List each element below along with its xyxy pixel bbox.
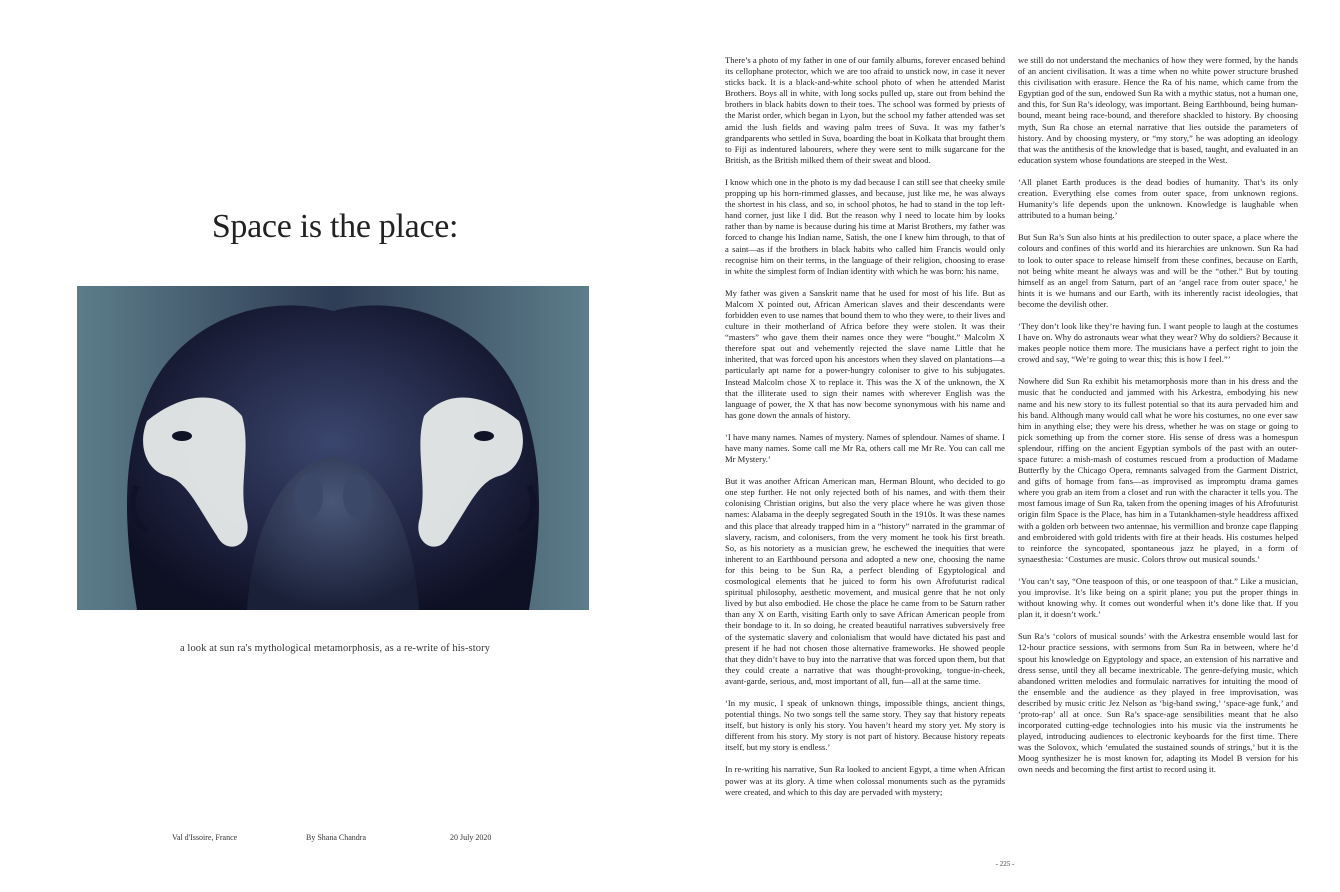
paragraph: But it was another African American man, Herman Blount, who decided to go one step further. He not only rejected both of his names, and with them their colonising Christian origins, but also the very place where he was given those names: Alabama in the deeply segregated South in the 1910s. It was these names and this place that already trapped him in a “history” narrated in the grammar of slavery, racism, and colonisers, from the very moment he took his first breath. So, as his notoriety as a musician grew, he eschewed the inequities that were inherent to an Earthbound persona and adopted a new one, choosing the name for this being to be Sun Ra, a perfect blending of Egyptological and cosmological elements that he juiced to form his own Afrofuturist radical spiritual philosophy, aesthetic movement, and musical genre that he not only lived by but also embodied. He chose the place he came from to be Saturn rather than any X on Earth, visiting Earth only to save African American people from their bondage to it. In so doing, he created beautiful narratives subversively free of the systematic slavery and colonialism that would have dictated his past and present if he had not chosen those alternative frameworks. He showed people that they didn’t have to buy into the narrative that was forced upon them, but that they could create a narrative that was thought-provoking, tongue-in-cheek, avant-garde, serious, and, most important of all, fun—all at the same time.	[725, 476, 1005, 686]
author-label: By Shana Chandra	[306, 833, 366, 842]
quote-paragraph: ‘In my music, I speak of unknown things, impossible things, ancient things, potential things. No two songs tell the same story. They say that history repeats itself, but history is only his story. You haven’t heard my story yet. My story is different from his story. My story is not part of history. Because history repeats itself, but my story is endless.’	[725, 697, 1005, 753]
text-column-1	[725, 55, 1005, 798]
quote-paragraph: ‘I have many names. Names of mystery. Names of splendour. Names of shame. I have many names. Some call me Mr Ra, others call me Mr Re. You can call me Mr Mystery.’	[725, 431, 1005, 465]
paragraph: There’s a photo of my father in one of our family albums, forever encased behind its cellophane protector, which we are too afraid to unstick now, in case it never sticks back. It is a black-and-white school photo of when he attended Marist Brothers. Boys all in white, with long socks pulled up, stare out from behind the brothers in black habits down to their toes. The school was formed by priests of the Marist order, which began in Lyon, but the school my father attended was set amid the lush fields and waving palm trees of Suva. It was my father’s grandparents who settled in Suva, boarding the boat in Kolkata that brought them to Fiji as indentured labourers, where they were sent to milk sugarcane for the British, as the British milked them of their sweat and blood.	[725, 55, 1005, 165]
quote-paragraph: ‘You can’t say, “One teaspoon of this, or one teaspoon of that.” Like a musician, you improvise. It’s like being on a spirit plane; you put the proper things in without knowing why. It comes out wonderful when it’s done like that. If you plan it, it doesn’t work.’	[1018, 575, 1298, 620]
paragraph: In re-writing his narrative, Sun Ra looked to ancient Egypt, a time when African power was at its glory. A time when colossal monuments such as the pyramids were created, and which to this day are pervaded with mystery;	[725, 764, 1005, 797]
page-number: - 225 -	[995, 860, 1015, 868]
paragraph: But Sun Ra’s Sun also hints at his predilection to outer space, a place where the colours and confines of this world and its hierarchies are unknown. Sun Ra had to look to outer space to release himself from these confines, because on Earth, not being white meant he always was and will be the “other.” But by touting himself as an angel from Saturn, part of an ‘angel race from outer space,’ he hints it is we humans and our Earth, with its inherently racist ideologies, that become the devilish other.	[1018, 232, 1298, 309]
quote-paragraph: ‘All planet Earth produces is the dead bodies of humanity. That’s its only creation. Everything else comes from outer space, from unknown regions. Humanity’s life depends upon the unknown. Knowledge is laughable when attributed to a human being.’	[1018, 176, 1298, 221]
location-label: Val d'Issoire, France	[172, 833, 238, 842]
mirrored-faces-illustration	[77, 286, 589, 610]
paragraph: Sun Ra’s ‘colors of musical sounds’ with the Arkestra ensemble would last for 12-hour practice sessions, with sermons from Sun Ra in between, where he’d spout his knowledge on Egyptology and space, an extension of his narrative and dress sense, until they all became inextricable. The genre-defying music, which abandoned written melodies and formulaic narratives for intuiting the mood of the ensemble and the audience as they played in free improvisation, was described by music critic Jez Nelson as ‘big-band swing,’ ‘space-age funk,’ and ‘proto-rap’ all at once. Sun Ra’s space-age sensibilities meant that he also incorporated cutting-edge technologies into his music via the instruments he played, introducing audiences to electronic keyboards for the first time. There was the Solovox, which ‘emulated the sustained sounds of strings,’ but it is the Moog synthesizer he is most known for, adapting its Model B version for his own needs and becoming the first artist to record using it.	[1018, 631, 1298, 775]
cover-photo	[77, 286, 589, 610]
date-label: 20 July 2020	[450, 833, 492, 842]
paragraph: My father was given a Sanskrit name that he used for most of his life. But as Malcom X pointed out, African American slaves and their descendants were forbidden even to use names that bound them to who they were, to their lives and culture in their motherland of Africa before they were stolen. It was their “masters” who gave them their names once they were “bought.” Malcolm X therefore spat out and vehemently rejected the slave name Little that he inherited, that was forced upon his ancestors when they slaved on plantations—a particularly apt name for a power-hungry coloniser to give to his subjugates. Instead Malcolm chose X to replace it. This was the X of the unknown, the X that the illiterate used to sign their names with wherever English was the language of power, the X that has now become synonymous with his name and has gone down the annals of history.	[725, 287, 1005, 420]
paragraph: Nowhere did Sun Ra exhibit his metamorphosis more than in his dress and the music that he conducted and jammed with his Arkestra, embodying his new name and his new story to its fullest potential so that its aura pervaded him and his band. Although many would call what he wore his costumes, no one ever saw him in anything else; they were his dress, whether he was on stage or going to pick something up from the corner store. His sense of dress was a homespun splendour, riffing on the ancient Egyptian symbols of the past with an outer-space future: a mish-mash of costumes rescued from a production of Madame Butterfly by the Chicago Opera, remnants salvaged from the Garment District, and gifts of homage from fans—as improvised as impromptu drama games where you grab an item from a closet and run with the character it tells you. The most famous image of Sun Ra, taken from the opening images of his Afrofuturist origin film Space is the Place, has him in a Tutankhamen-style headdress affixed with a golden orb between two antennae, his vermillion and bronze cape flapping and embroidered with gold tridents with fire at their heads. His costumes helped to reinforce the syncopated, spontaneous jazz he played, in a form of synaesthesia: ‘Costumes are music. Colors throw out musical sounds.’	[1018, 376, 1298, 564]
quote-paragraph: ‘They don’t look like they’re having fun. I want people to laugh at the costumes I have on. Why do astronauts wear what they wear? Why do soldiers? Because it makes people notice them more. The musicians have a perfect right to join the crowd and say, “We’re going to wear this; this is how I feel.”’	[1018, 320, 1298, 365]
page-title: Space is the place:	[211, 208, 459, 245]
subtitle: a look at sun ra's mythological metamorphosis, as a re-write of his-story	[179, 643, 491, 654]
paragraph: we still do not understand the mechanics of how they were formed, by the hands of an ancient civilisation. It was a time when no white power structure brushed this civilisation with erasure. Hence the Ra of his name, which came from the Egyptian god of the sun, endowed Sun Ra with a mythic status, not a human one, and this, for Sun Ra’s ideology, was important. Being Earthbound, being human-bound, meant being race-bound, and therefore shackled to history. By choosing myth, Sun Ra chose an eternal narrative that lies outside the parameters of history. And by choosing mystery, or “my story,” he was adopting an ideology that was the antithesis of the knowledge that is based, taught, and evaluated in an education system whose foundations are steeped in the West.	[1018, 55, 1298, 165]
text-column-2	[1018, 55, 1298, 776]
paragraph: I know which one in the photo is my dad because I can still see that cheeky smile propping up his horn-rimmed glasses, and because, just like me, he was always the shortest in his class, and so, in school photos, he had to stand in the top left-hand corner, just like I did. But the reason why I need to locate him by looks rather than by name is because during his time at Marist Brothers, my father was forced to change his Indian name, Satish, the one I knew him through, to that of a saint—as if the brothers in black habits who called him Francis would only recognise him on their terms, in the language of their religion, choosing to erase in white the simplest form of Indian identity with which he was born: his name.	[725, 176, 1005, 276]
